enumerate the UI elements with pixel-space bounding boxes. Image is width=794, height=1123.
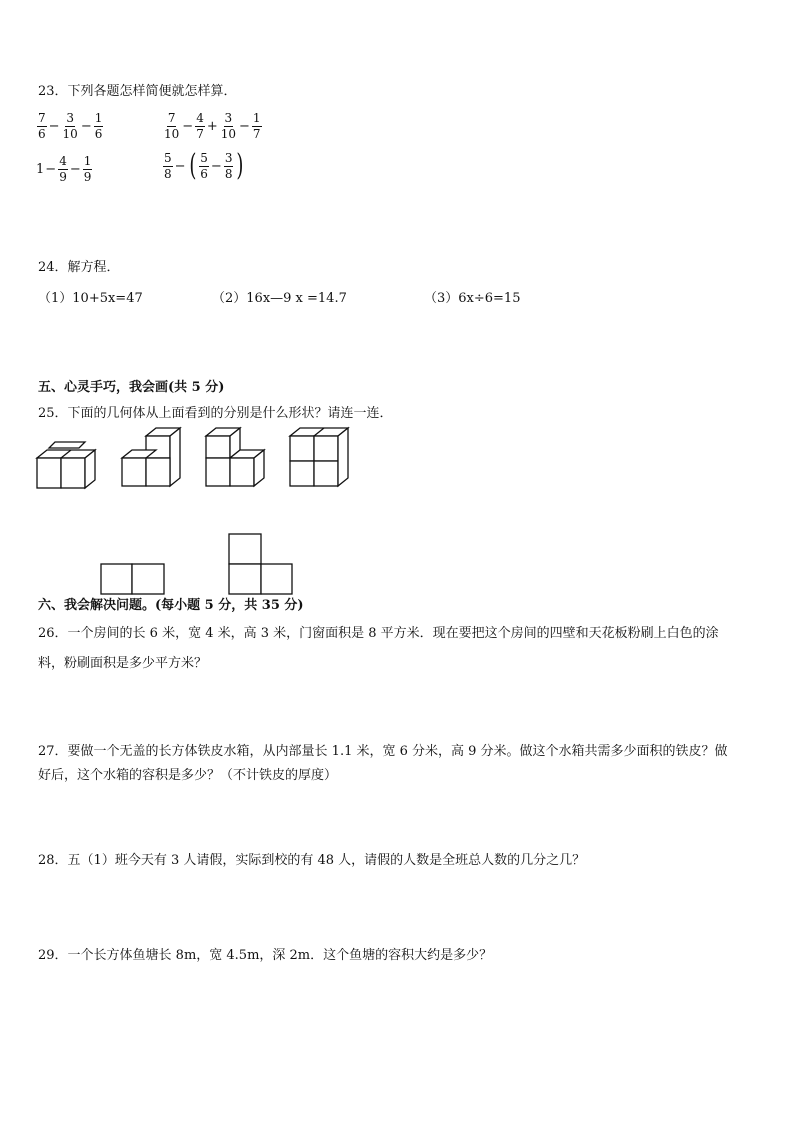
q27-line-2: 好后，这个水箱的容积是多少？（不计铁皮的厚度）	[38, 768, 338, 783]
q23-expression-2: $\frac{7}{10}$ − $\frac{4}{7}$ + $\frac{3}{10}$ − $\frac{1}{7}$	[164, 111, 261, 141]
fraction: $\frac{1}{6}$	[94, 111, 103, 141]
q25-title: 25．下面的几何体从上面看到的分别是什么形状？请连一连．	[38, 406, 393, 421]
solid-figure-2	[122, 428, 186, 490]
top-view-figure-1	[101, 564, 165, 596]
top-view-figure-2	[229, 534, 293, 596]
fraction: $\frac{3}{10}$	[220, 111, 237, 141]
fraction: $\frac{7}{10}$	[164, 111, 180, 141]
fraction: $\frac{4}{7}$	[196, 111, 204, 141]
section-6-title: 六、我会解决问题。(每小题 5 分，共 35 分)	[38, 598, 304, 613]
fraction: $\frac{5}{8}$	[164, 150, 172, 181]
fraction: $\frac{1}{7}$	[252, 111, 261, 141]
q28-text: 28．五（1）班今天有 3 人请假，实际到校的有 48 人，请假的人数是全班总人数的几分之几？	[38, 853, 586, 868]
solid-figure-1	[37, 446, 101, 490]
fraction: $\frac{3}{10}$	[62, 111, 78, 141]
fraction: $\frac{5}{6}$	[200, 150, 208, 181]
q26-line-2: 料，粉刷面积是多少平方米？	[38, 656, 208, 671]
fraction: $\frac{3}{8}$	[224, 150, 233, 181]
q24-title: 24．解方程．	[38, 260, 120, 275]
fraction: $\frac{7}{6}$	[38, 111, 46, 141]
q23-title: 23．下列各题怎样简便就怎样算．	[38, 84, 237, 99]
q24-equation-2: （2）16x—9 x =14.7	[212, 291, 347, 306]
q23-expression-1: $\frac{7}{6}$ − $\frac{3}{10}$ − $\frac{1}{6}$	[38, 111, 103, 141]
fraction: $\frac{1}{9}$	[83, 154, 92, 184]
q29-text: 29．一个长方体鱼塘长 8m，宽 4.5m，深 2m．这个鱼塘的容积大约是多少？	[38, 948, 493, 963]
q23-expression-3: 1 − $\frac{4}{9}$ − $\frac{1}{9}$	[36, 154, 92, 184]
q23-expression-4: $\frac{5}{8}$ − ( $\frac{5}{6}$ − $\frac{3}{8}$ )	[164, 148, 244, 183]
q27-line-1: 27．要做一个无盖的长方体铁皮水箱，从内部量长 1.1 米，宽 6 分米，高 9 分米。做这个水箱共需多少面积的铁皮？做	[38, 744, 728, 759]
q24-equation-3: （3）6x÷6=15	[424, 291, 521, 306]
section-5-title: 五、心灵手巧，我会画(共 5 分)	[38, 380, 225, 395]
fraction: $\frac{4}{9}$	[59, 154, 67, 184]
solid-figure-4	[290, 428, 354, 490]
q24-equation-1: （1）10+5x=47	[38, 291, 143, 306]
solid-figure-3	[206, 428, 270, 490]
q26-line-1: 26．一个房间的长 6 米，宽 4 米，高 3 米，门窗面积是 8 平方米．现在要把这个房间的四壁和天花板粉刷上白色的涂	[38, 626, 719, 641]
